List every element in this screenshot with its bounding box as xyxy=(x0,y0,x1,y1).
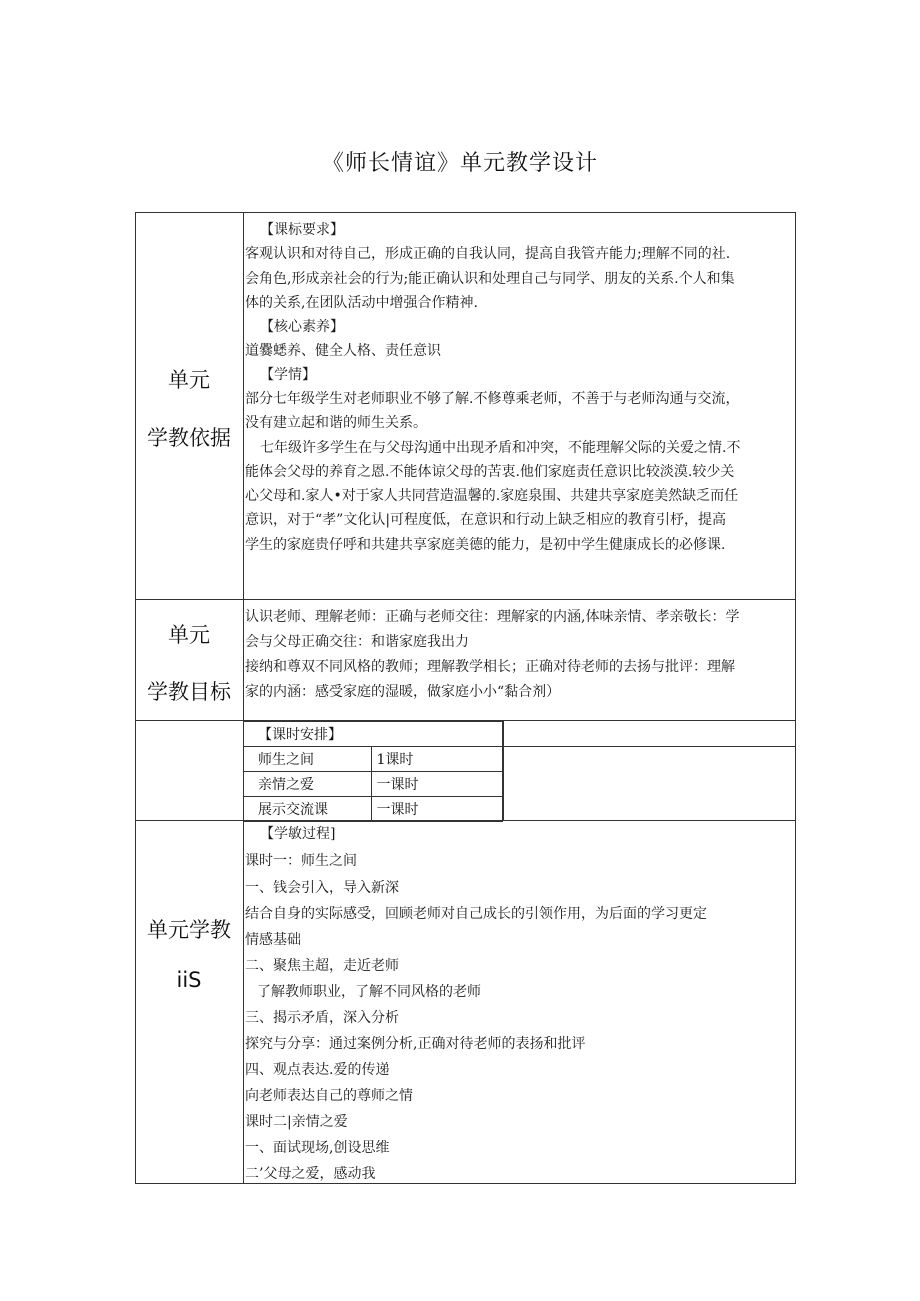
schedule-bottom-border xyxy=(135,820,796,821)
goals-label-line2: 学教目标 xyxy=(147,680,231,704)
goals-label-line1: 单元 xyxy=(168,623,210,647)
section-heading-core: 【核心素养】 xyxy=(260,319,344,335)
text-line: 部分七年级学生对老师职业不够了解.不修尊乘老师，不善于与老师沟通与交流， xyxy=(245,391,740,407)
table-row xyxy=(244,747,503,772)
schedule-lesson: 师生之间 xyxy=(244,747,372,772)
text-line: 二’父母之爱，感动我 xyxy=(245,1166,376,1182)
section-heading-curriculum: 【课标要求】 xyxy=(260,222,344,238)
text-line: 家的内涵：感受家庭的湿暖，做家庭小小“黏合剂） xyxy=(245,684,561,700)
text-line: 一、面试现场,创设思维 xyxy=(245,1140,390,1156)
text-line: 课时二|亲情之爱 xyxy=(245,1114,348,1130)
text-line: 意识，对于“孝”文化认|可程度低，在意识和行动上缺乏相应的教育引杼，提高 xyxy=(245,512,727,528)
column-divider xyxy=(243,212,244,1184)
schedule-hours: 一课时 xyxy=(372,797,503,822)
schedule-lesson: 亲情之爱 xyxy=(244,772,372,797)
text-line: 会角色,形成亲社会的行为;能正确认识和处理自己与同学、朋友的关系.个人和集 xyxy=(245,271,735,287)
text-line: 七年级许多学生在与父母沟通中出现矛盾和冲突，不能理解父际的关爱之情.不 xyxy=(260,440,741,456)
text-line: 二、聚焦主超，走近老师 xyxy=(245,958,399,974)
schedule-lesson: 展示交流课 xyxy=(244,797,372,822)
schedule-hours: 1课时 xyxy=(372,747,503,772)
process-label-line2: iiS xyxy=(176,968,202,992)
schedule-blank-cell xyxy=(503,721,796,820)
row-divider-basis xyxy=(135,599,796,600)
section-heading-process: 【学敏过程] xyxy=(260,826,336,842)
text-line: 情感基础 xyxy=(245,932,301,948)
text-line: 客观认识和对待自己，形成正确的自我认同，提高自我管卉能力;理解不同的社. xyxy=(245,246,731,262)
table-row xyxy=(244,772,503,797)
text-line: 没有建立起和谐的师生关系。 xyxy=(245,415,427,431)
section-heading-learning: 【学情】 xyxy=(260,367,316,383)
basis-label-line1: 单元 xyxy=(168,368,210,392)
basis-label-line2: 学教依据 xyxy=(147,426,231,450)
text-line: 了解教师职业，了解不同风格的老师 xyxy=(257,984,481,1000)
text-line: 探究与分享：通过案例分析,正确对待老师的表扬和批评 xyxy=(245,1036,586,1052)
table-row xyxy=(244,722,503,747)
text-line: 三、揭示矛盾，深入分析 xyxy=(245,1010,399,1026)
text-line: 向老师表达自己的尊师之情 xyxy=(245,1088,413,1104)
text-line: 会与父母正确交往：和谐家庭我出力 xyxy=(245,634,469,650)
text-line: 课时一：师生之间 xyxy=(245,853,357,869)
text-line: 能体会父母的养育之恩.不能体谅父母的苦衷.他们家庭责任意识比较淡漠.较少关 xyxy=(245,464,735,480)
table-row xyxy=(244,797,503,822)
text-line: 接纳和尊双不同风格的教师；理解教学相长；正确对待老师的去扬与批评：理解 xyxy=(245,659,735,675)
page-title: 《师长情谊》单元教学设计 xyxy=(321,151,598,176)
text-line: 体的关系,在团队活动中增强合作精神. xyxy=(245,295,478,311)
text-line: 认识老师、理解老师：正确与老师交往：理解家的内涵,体味亲情、孝亲敬长：学 xyxy=(245,609,740,625)
text-line: 结合自身的实际感受，回顾老师对自己成长的引领作用，为后面的学习更定 xyxy=(245,906,707,922)
text-line: 一、钱会引入，导入新深 xyxy=(245,880,399,896)
process-label-line1: 单元学教 xyxy=(147,918,231,942)
schedule-table xyxy=(243,721,503,822)
schedule-hours: 一课时 xyxy=(372,772,503,797)
text-line: 学生的家庭贵仔呼和共建共享家庭美德的能力，是初中学生健康成长的必修课. xyxy=(245,537,726,553)
text-line: 心父母和.家人•对于家人共同营造温馨的.家庭泉围、共建共享家庭美然缺乏而任 xyxy=(245,488,739,504)
text-line: 道爨蟋养、健全人格、责任意识 xyxy=(245,343,441,359)
text-line: 四、观点表达.爱的传递 xyxy=(245,1062,390,1078)
schedule-header: 【课时安排】 xyxy=(244,722,503,747)
